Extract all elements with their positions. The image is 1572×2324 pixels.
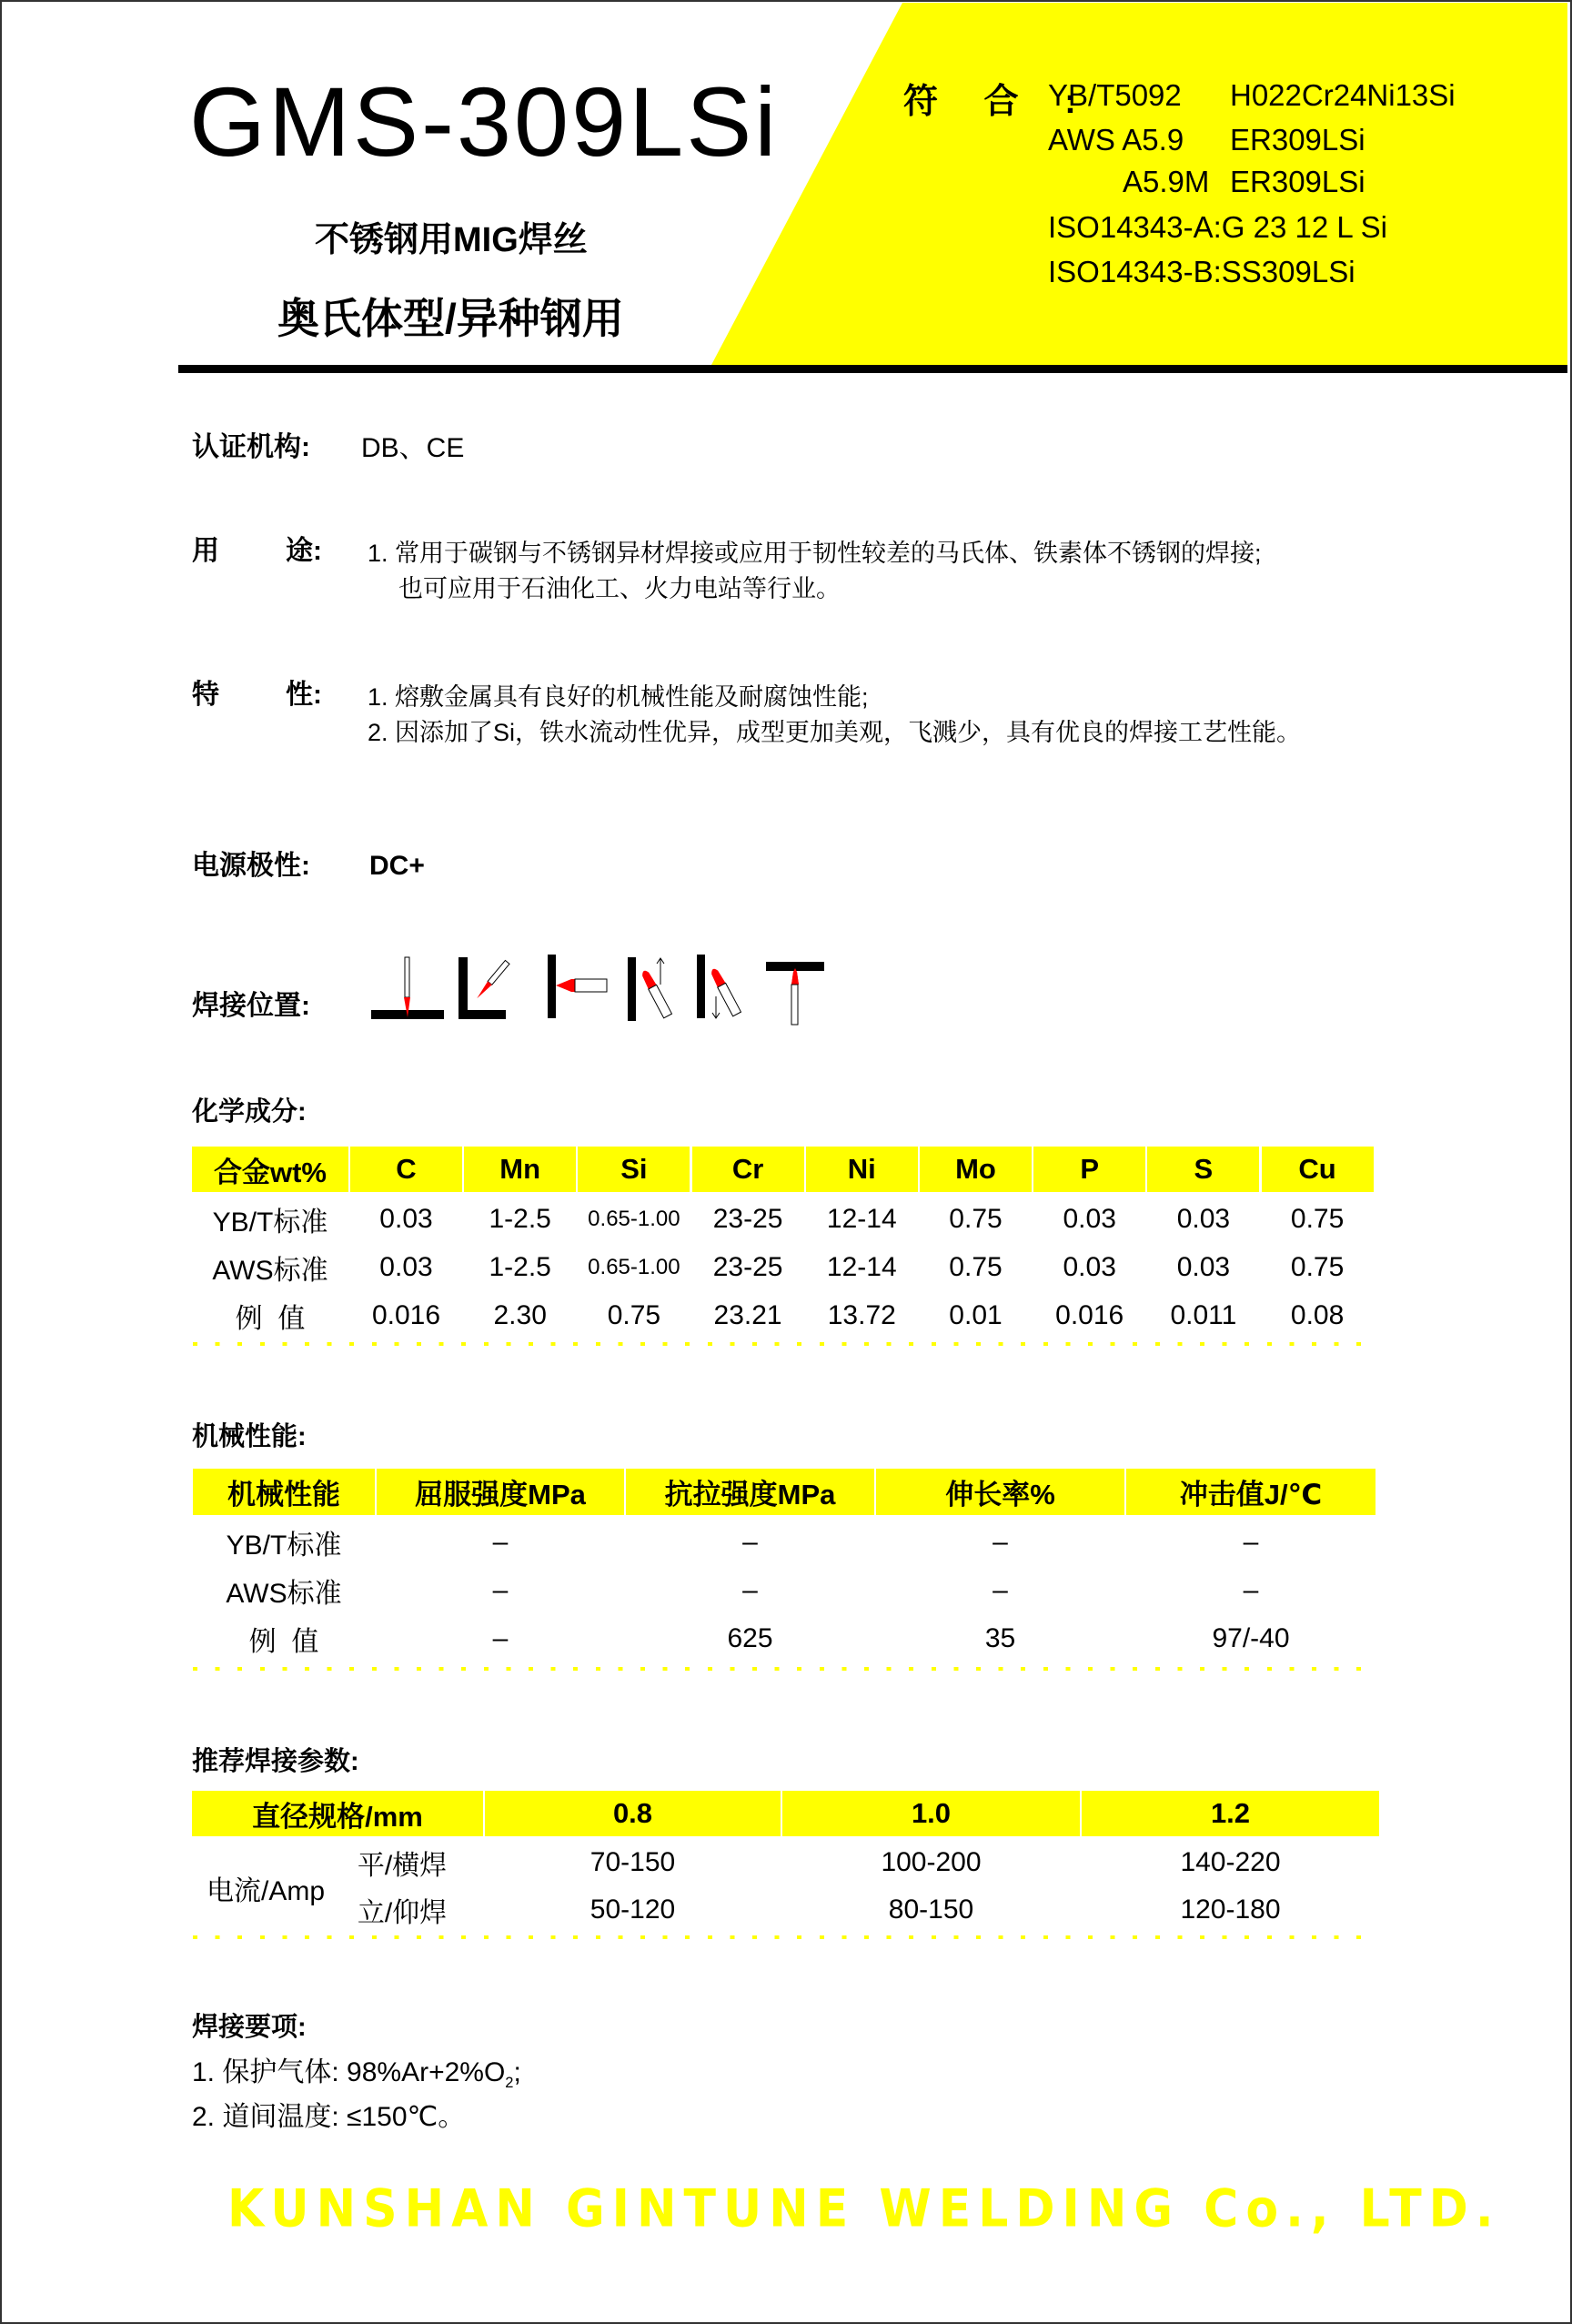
mechanical-value-cell: – bbox=[1243, 1575, 1259, 1605]
chemical-value-cell: 23.21 bbox=[713, 1300, 782, 1330]
chemical-value-cell: 0.75 bbox=[949, 1204, 1003, 1234]
standard-class: ER309LSi bbox=[1230, 165, 1365, 198]
chemical-header-cell: Si bbox=[578, 1147, 690, 1192]
product-title: GMS-309LSi bbox=[189, 66, 780, 177]
company-name: KUNSHAN GINTUNE WELDING Co., LTD. bbox=[227, 2179, 1501, 2239]
mechanical-header-cell: 伸长率% bbox=[876, 1469, 1124, 1515]
chemical-value-cell: 0.011 bbox=[1170, 1300, 1237, 1330]
polarity-label: 电源极性: bbox=[192, 851, 310, 881]
current-range-cell: 120-180 bbox=[1180, 1895, 1281, 1925]
chemical-header-cell: P bbox=[1033, 1147, 1145, 1192]
mechanical-section-title: 机械性能: bbox=[192, 1422, 307, 1451]
chemical-table-divider bbox=[193, 1342, 1376, 1346]
usage-line: 1. 常用于碳钢与不锈钢异材焊接或应用于韧性较差的马氏体、铁素体不锈钢的焊接; bbox=[368, 540, 1262, 567]
mechanical-value-cell: – bbox=[492, 1623, 509, 1653]
note-interpass-temp: 2. 道间温度: ≤150℃。 bbox=[192, 2102, 466, 2132]
mechanical-value-cell: 625 bbox=[727, 1623, 773, 1653]
horizontal-fillet-icon bbox=[458, 957, 509, 1019]
chemical-value-cell: 0.03 bbox=[379, 1252, 433, 1282]
horizontal-position-icon bbox=[548, 955, 607, 1018]
features-line: 1. 熔敷金属具有良好的机械性能及耐腐蚀性能; bbox=[368, 683, 869, 711]
chemical-value-cell: 0.03 bbox=[1176, 1204, 1231, 1234]
product-category: 奥氏体型/异种钢用 bbox=[277, 295, 624, 342]
current-range-cell: 140-220 bbox=[1180, 1847, 1281, 1877]
overhead-position-icon bbox=[766, 962, 824, 1025]
vertical-up-icon bbox=[628, 957, 671, 1021]
chemical-value-cell: 0.75 bbox=[607, 1300, 661, 1330]
chemical-value-cell: 0.01 bbox=[949, 1300, 1003, 1330]
chemical-value-cell: 0.03 bbox=[1176, 1252, 1231, 1282]
parameters-header-cell: 直径规格/mm bbox=[192, 1791, 483, 1836]
note-text: 1. 保护气体: 98%Ar+2%O bbox=[192, 2057, 506, 2087]
chemical-value-cell: 2.30 bbox=[493, 1300, 547, 1330]
standards-label: 符 合 : bbox=[903, 83, 1094, 121]
chemical-header-cell: Cr bbox=[692, 1147, 804, 1192]
header-divider bbox=[178, 365, 1567, 373]
chemical-header-cell: C bbox=[350, 1147, 462, 1192]
chemical-value-cell: 0.65-1.00 bbox=[588, 1207, 680, 1231]
chemical-value-cell: 0.75 bbox=[949, 1252, 1003, 1282]
features-line: 2. 因添加了Si，铁水流动性优异，成型更加美观，飞溅少，具有优良的焊接工艺性能。 bbox=[368, 719, 1302, 746]
chemical-value-cell: 12-14 bbox=[826, 1252, 897, 1282]
chemical-header-cell: Mo bbox=[920, 1147, 1032, 1192]
polarity-value: DC+ bbox=[369, 851, 425, 881]
mechanical-table-divider bbox=[193, 1667, 1376, 1671]
chemical-value-cell: 0.03 bbox=[379, 1204, 433, 1234]
parameters-header-cell: 1.2 bbox=[1082, 1791, 1379, 1836]
chemical-header-cell: S bbox=[1147, 1147, 1259, 1192]
notes-section-title: 焊接要项: bbox=[192, 2013, 307, 2042]
standard-class: ER309LSi bbox=[1230, 123, 1365, 157]
chemical-header-cell: Mn bbox=[464, 1147, 576, 1192]
standard-spec: A5.9M bbox=[1123, 165, 1210, 198]
standard-spec: YB/T5092 bbox=[1048, 78, 1182, 112]
features-label: 特 bbox=[192, 680, 219, 710]
current-range-cell: 50-120 bbox=[590, 1895, 676, 1925]
chemical-header-cell: 合金wt% bbox=[192, 1147, 348, 1192]
chemical-row-label: YB/T标准 bbox=[212, 1207, 328, 1238]
vertical-down-icon bbox=[697, 955, 741, 1018]
mechanical-row-label: YB/T标准 bbox=[226, 1531, 342, 1561]
mechanical-header-cell: 屈服强度MPa bbox=[377, 1469, 624, 1515]
mechanical-value-cell: – bbox=[742, 1527, 758, 1557]
parameters-section-title: 推荐焊接参数: bbox=[192, 1747, 359, 1776]
chemical-value-cell: 0.08 bbox=[1290, 1300, 1345, 1330]
note-shielding-gas bbox=[192, 2059, 521, 2091]
product-subtitle: 不锈钢用MIG焊丝 bbox=[315, 221, 588, 259]
mechanical-value-cell: – bbox=[1243, 1527, 1259, 1557]
chemical-value-cell: 0.75 bbox=[1290, 1204, 1345, 1234]
certification-value: DB、CE bbox=[361, 433, 465, 463]
chemical-value-cell: 0.03 bbox=[1063, 1252, 1116, 1282]
chemical-header-cell: Cu bbox=[1262, 1147, 1374, 1192]
chemical-value-cell: 0.65-1.00 bbox=[588, 1255, 680, 1279]
chemical-value-cell: 23-25 bbox=[712, 1252, 783, 1282]
parameters-header-cell: 1.0 bbox=[782, 1791, 1080, 1836]
mechanical-header-cell: 机械性能 bbox=[193, 1469, 375, 1515]
flat-position-icon bbox=[371, 957, 444, 1019]
parameters-table-divider bbox=[193, 1935, 1376, 1939]
parameters-header-cell: 0.8 bbox=[485, 1791, 781, 1836]
note-subscript: 2 bbox=[505, 2075, 514, 2091]
current-range-cell: 80-150 bbox=[888, 1895, 974, 1925]
chemical-value-cell: 12-14 bbox=[826, 1204, 897, 1234]
mechanical-header-cell: 冲击值J/℃ bbox=[1126, 1469, 1376, 1515]
mechanical-value-cell: 35 bbox=[984, 1623, 1016, 1653]
mechanical-value-cell: – bbox=[492, 1575, 509, 1605]
mechanical-value-cell: – bbox=[993, 1575, 1008, 1605]
standard-class: H022Cr24Ni13Si bbox=[1230, 78, 1456, 112]
chemical-value-cell: 13.72 bbox=[827, 1300, 896, 1330]
chemical-value-cell: 23-25 bbox=[712, 1204, 783, 1234]
features-label-colon: 性: bbox=[286, 680, 322, 710]
chemical-header-cell: Ni bbox=[806, 1147, 918, 1192]
positions-label: 焊接位置: bbox=[192, 991, 310, 1021]
chemical-value-cell: 0.016 bbox=[1055, 1300, 1124, 1330]
standard-spec: ISO14343-B:SS309LSi bbox=[1048, 255, 1355, 288]
welding-position-label: 平/横焊 bbox=[357, 1851, 448, 1881]
chemical-value-cell: 0.016 bbox=[371, 1300, 441, 1330]
note-punct: ; bbox=[513, 2057, 521, 2087]
mechanical-value-cell: – bbox=[742, 1575, 758, 1605]
certification-label: 认证机构: bbox=[192, 432, 310, 462]
usage-label-colon: 途: bbox=[286, 536, 322, 566]
standard-spec: AWS A5.9 bbox=[1048, 123, 1184, 157]
mechanical-value-cell: – bbox=[993, 1527, 1008, 1557]
current-label: 电流/Amp bbox=[206, 1876, 326, 1906]
usage-label: 用 bbox=[192, 536, 219, 566]
chemical-value-cell: 0.03 bbox=[1063, 1204, 1116, 1234]
chemical-value-cell: 1-2.5 bbox=[489, 1204, 551, 1234]
chemical-section-title: 化学成分: bbox=[192, 1097, 307, 1127]
chemical-row-label: 例 值 bbox=[235, 1304, 306, 1334]
usage-line: 也可应用于石油化工、火力电站等行业。 bbox=[398, 575, 841, 602]
mechanical-value-cell: – bbox=[492, 1527, 509, 1557]
mechanical-value-cell: 97/-40 bbox=[1212, 1623, 1290, 1653]
mechanical-row-label: AWS标准 bbox=[226, 1579, 342, 1609]
mechanical-row-label: 例 值 bbox=[248, 1627, 319, 1657]
chemical-row-label: AWS标准 bbox=[212, 1256, 328, 1286]
standard-spec: ISO14343-A:G 23 12 L Si bbox=[1048, 210, 1388, 244]
mechanical-header-cell: 抗拉强度MPa bbox=[626, 1469, 874, 1515]
chemical-value-cell: 0.75 bbox=[1290, 1252, 1345, 1282]
welding-positions-icons bbox=[364, 946, 946, 1028]
chemical-value-cell: 1-2.5 bbox=[489, 1252, 551, 1282]
current-range-cell: 70-150 bbox=[590, 1847, 676, 1877]
welding-position-label: 立/仰焊 bbox=[357, 1898, 448, 1928]
current-range-cell: 100-200 bbox=[881, 1847, 982, 1877]
